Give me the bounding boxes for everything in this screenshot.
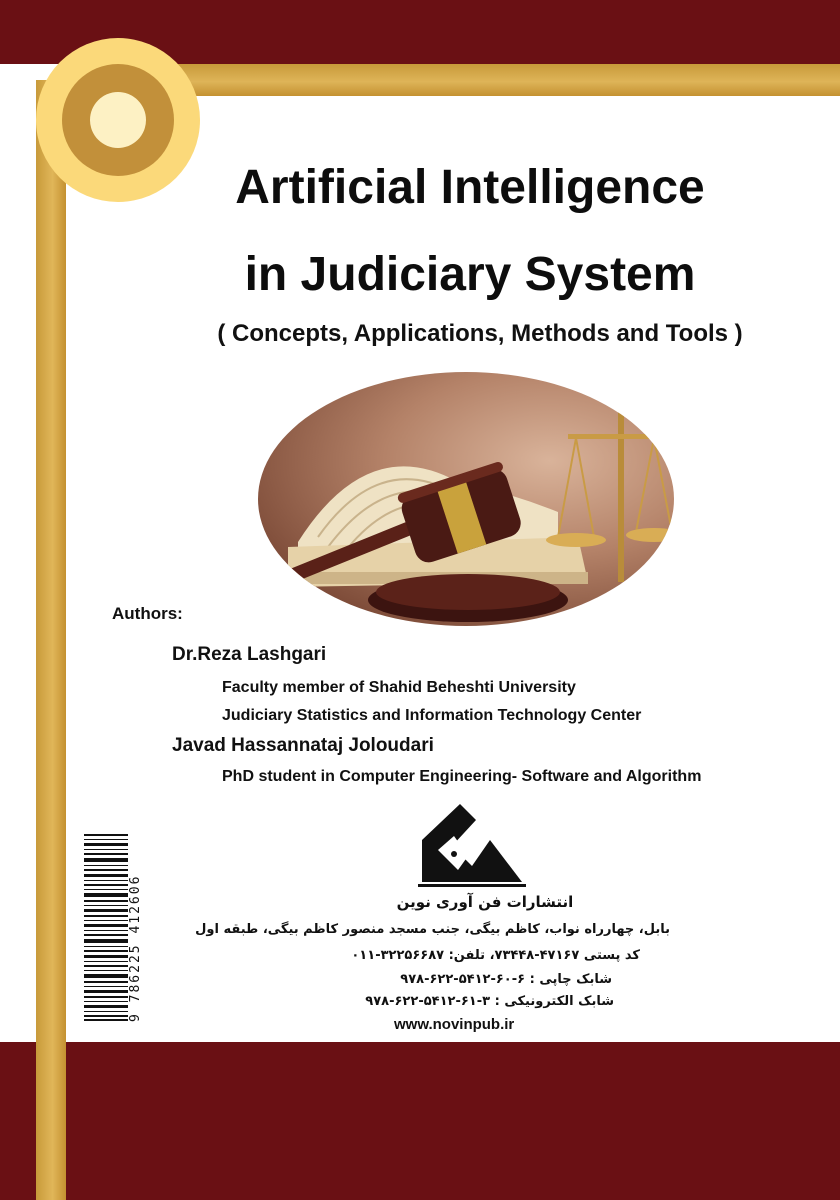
subtitle: ( Concepts, Applications, Methods and Tools ) bbox=[217, 320, 743, 347]
title-line-1: Artificial Intelligence bbox=[235, 161, 705, 214]
isbn-print: شابک چاپی : ۶-۶۰-۵۴۱۲-۶۲۲-۹۷۸ bbox=[400, 972, 612, 987]
publisher-address: بابل، چهارراه نواب، کاظم بیگی، جنب مسجد منصور کاظم بیگی، طبقه اول bbox=[195, 922, 670, 937]
cover-photo-gavel-scales bbox=[258, 372, 674, 626]
barcode-bars bbox=[84, 832, 128, 1022]
title-line-2: in Judiciary System bbox=[244, 248, 696, 301]
barcode-digits: 9 786225 412606 bbox=[128, 874, 143, 1022]
gavel-book-scales-illustration bbox=[258, 372, 674, 626]
author-name: Javad Hassannataj Joloudari bbox=[172, 735, 434, 756]
authors-label: Authors: bbox=[112, 604, 183, 623]
author-affiliation: Judiciary Statistics and Information Technology Center bbox=[222, 707, 642, 724]
author-affiliation: PhD student in Computer Engineering- Software and Algorithm bbox=[222, 768, 702, 785]
gold-vertical-frame bbox=[36, 80, 66, 1200]
isbn-electronic: شابک الکترونیکی : ۳-۶۱-۵۴۱۲-۶۲۲-۹۷۸ bbox=[365, 994, 614, 1009]
bottom-maroon-band bbox=[0, 1042, 840, 1200]
gold-horizontal-frame bbox=[90, 64, 840, 96]
publisher-website-link[interactable]: www.novinpub.ir bbox=[394, 1016, 515, 1033]
publisher-logo-pen-icon bbox=[418, 800, 526, 890]
isbn-barcode bbox=[84, 832, 128, 1022]
author-affiliation: Faculty member of Shahid Beheshti University bbox=[222, 679, 576, 696]
author-name: Dr.Reza Lashgari bbox=[172, 644, 327, 665]
publisher-name: انتشارات فن آوری نوین bbox=[396, 893, 574, 911]
gold-ring-center bbox=[90, 92, 146, 148]
publisher-postal-phone: کد پستی ۴۷۱۶۷-۷۳۴۴۸، تلفن: ۳۲۲۵۶۶۸۷-۰۱۱ bbox=[351, 948, 640, 963]
